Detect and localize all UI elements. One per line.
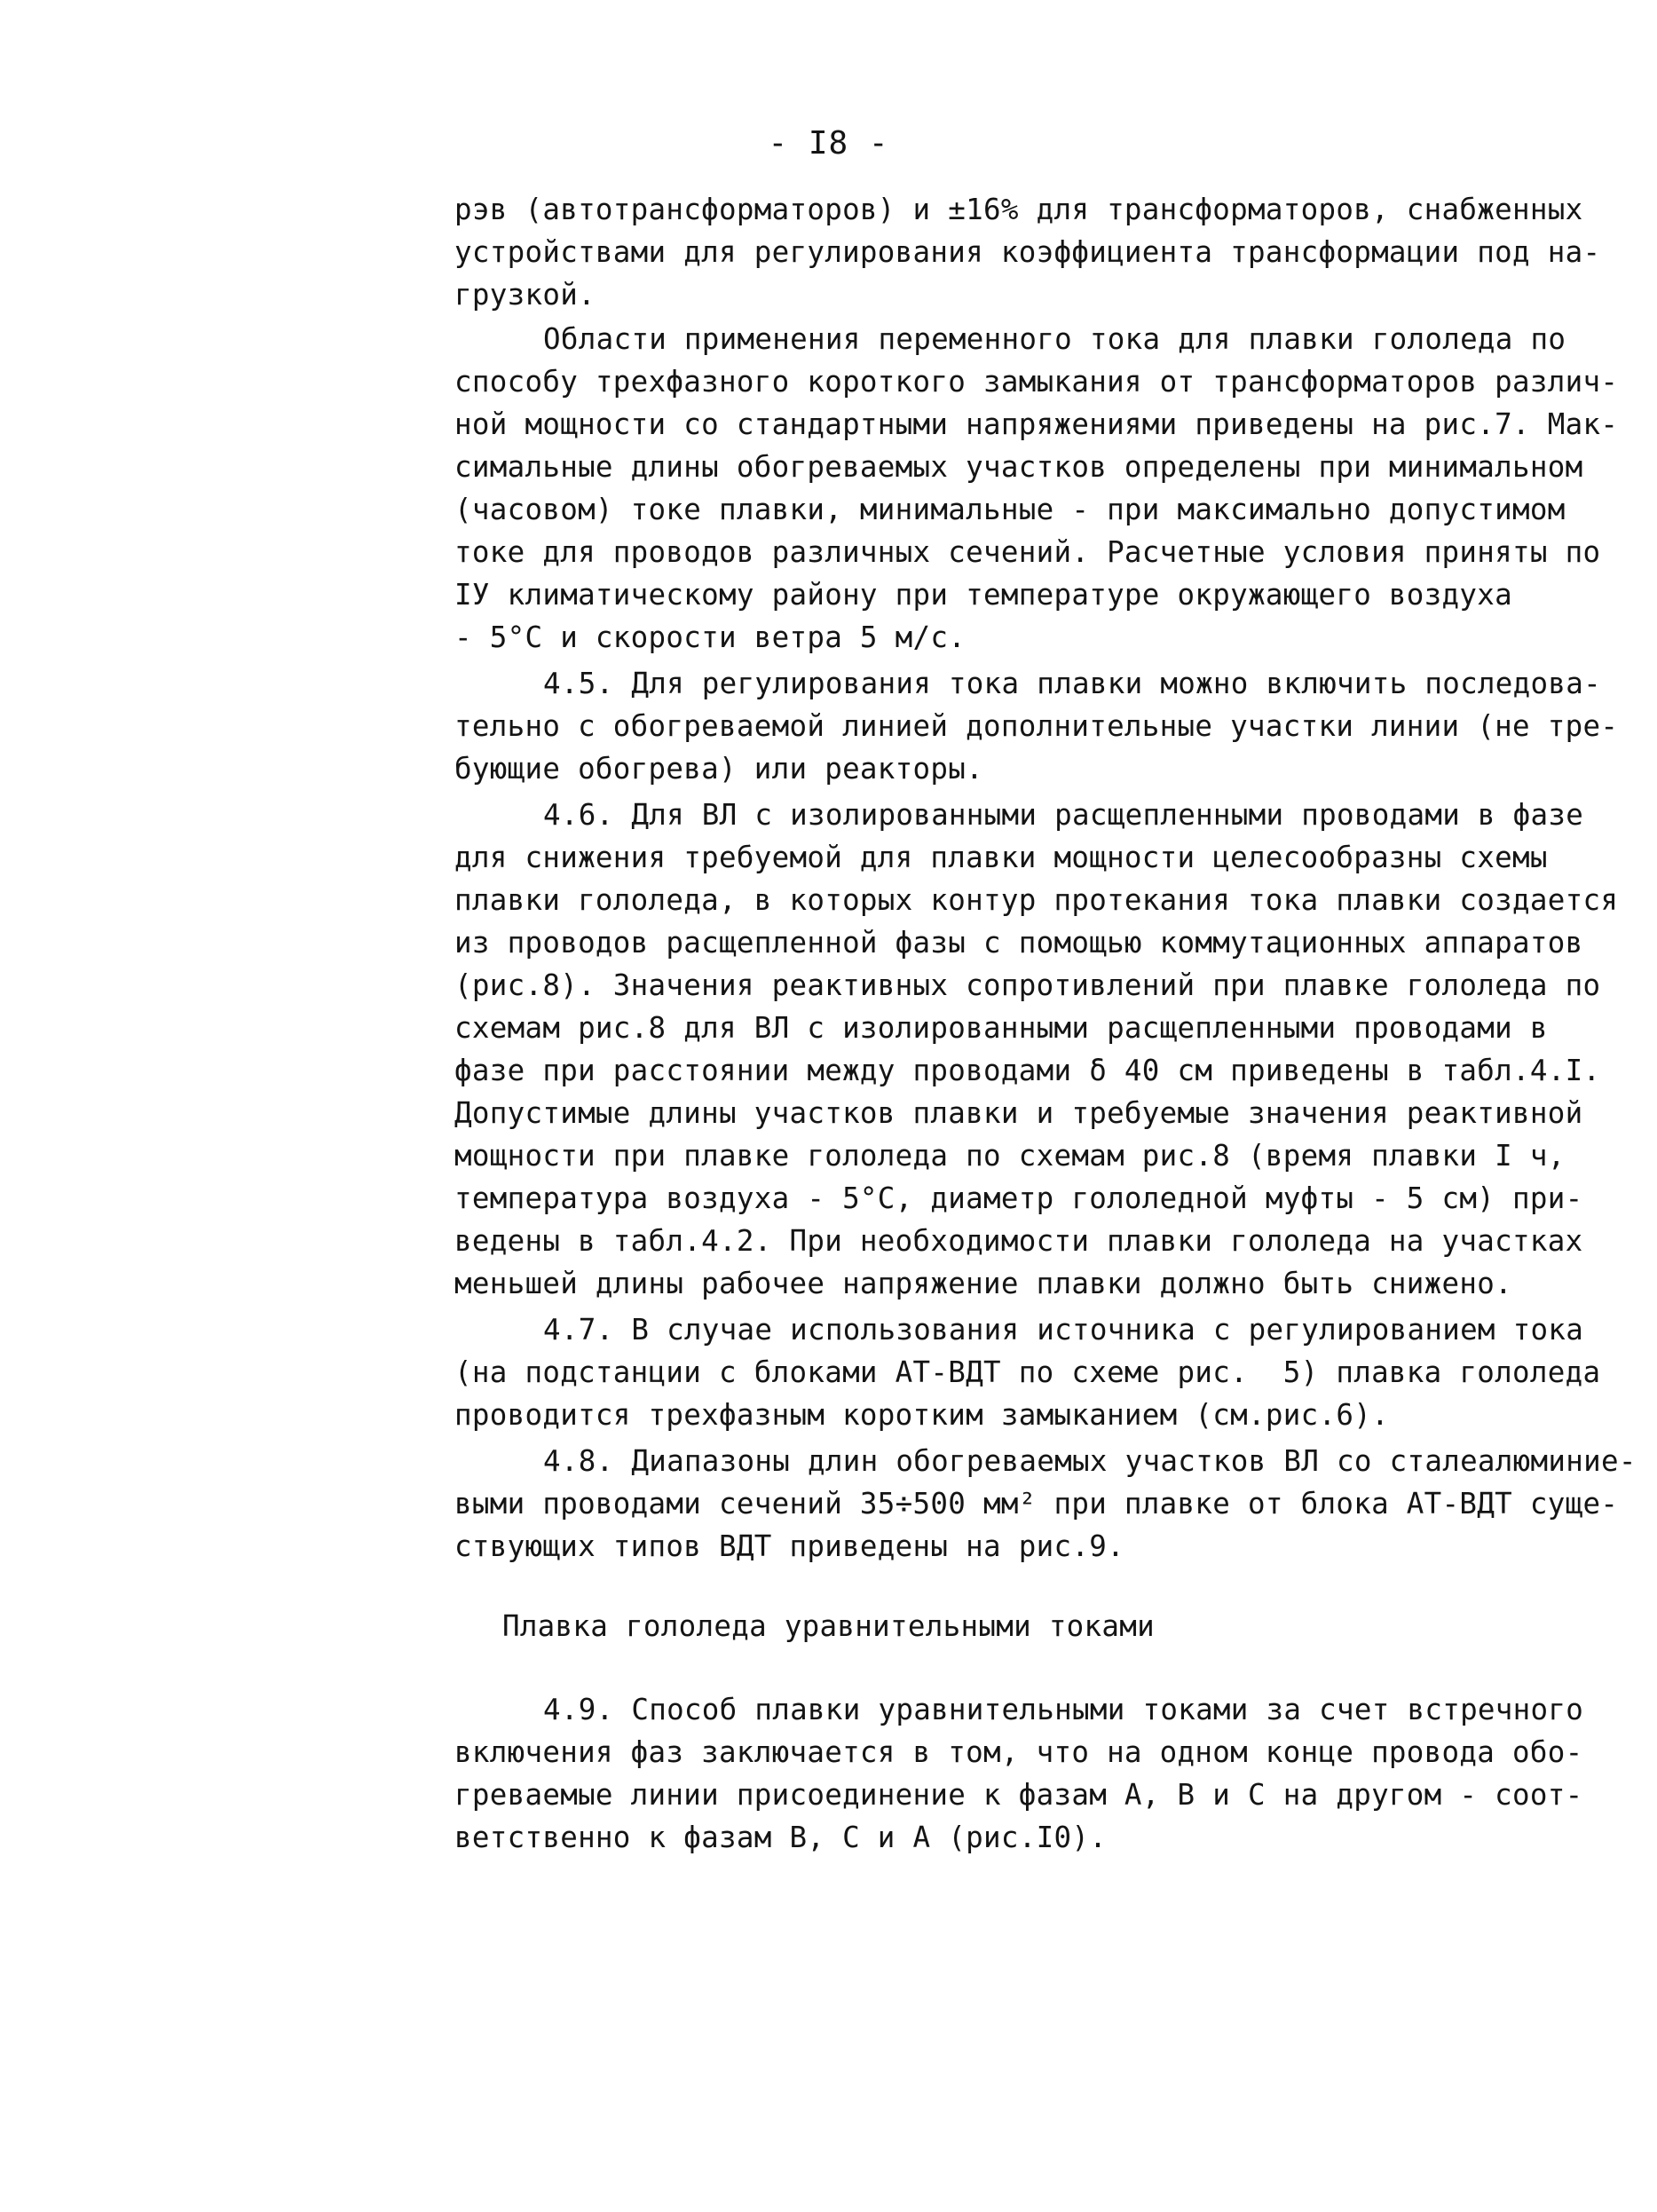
- text-line: ветственно к фазам В, С и А (рис.I0).: [454, 1821, 1108, 1854]
- text-line: включения фаз заключается в том, что на одном конце провода обо-: [454, 1735, 1583, 1769]
- page-number: - I8 -: [768, 125, 889, 162]
- text-line: Допустимые длины участков плавки и требуемые значения реактивной: [454, 1096, 1583, 1130]
- text-line: 4.6. Для ВЛ с изолированными расщепленными проводами в фазе: [543, 798, 1584, 832]
- text-line: мощности при плавке гололеда по схемам рис.8 (время плавки I ч,: [454, 1139, 1566, 1173]
- text-line: (рис.8). Значения реактивных сопротивлений при плавке гололеда по: [454, 968, 1601, 1002]
- text-line: ствующих типов ВДТ приведены на рис.9.: [454, 1529, 1124, 1563]
- text-line: - 5°С и скорости ветра 5 м/с.: [454, 620, 967, 654]
- text-line: 4.8. Диапазоны длин обогреваемых участков ВЛ со сталеалюминие-: [543, 1444, 1637, 1478]
- text-line: меньшей длины рабочее напряжение плавки должно быть снижено.: [454, 1267, 1512, 1300]
- text-line: токе для проводов различных сечений. Расчетные условия приняты по: [454, 535, 1601, 569]
- text-line: IУ климатическому району при температуре окружающего воздуха: [454, 578, 1512, 612]
- text-line: 4.7. В случае использования источника с регулированием тока: [543, 1313, 1584, 1347]
- text-line: ной мощности со стандартными напряжениями приведены на рис.7. Мак-: [454, 407, 1619, 441]
- text-line: для снижения требуемой для плавки мощности целесообразны схемы: [454, 841, 1548, 874]
- text-line: Области применения переменного тока для плавки гололеда по: [543, 322, 1566, 356]
- text-line: способу трехфазного короткого замыкания от трансформаторов различ-: [454, 365, 1619, 399]
- text-line: проводится трехфазным коротким замыканием (см.рис.6).: [454, 1398, 1389, 1432]
- text-line: схемам рис.8 для ВЛ с изолированными расщепленными проводами в: [454, 1011, 1548, 1045]
- text-line: тельно с обогреваемой линией дополнительные участки линии (не тре-: [454, 709, 1619, 743]
- text-line: греваемые линии присоединение к фазам А, В и С на другом - соот-: [454, 1778, 1583, 1812]
- text-line: 4.9. Способ плавки уравнительными токами за счет встречного: [543, 1693, 1584, 1726]
- text-line: бующие обогрева) или реакторы.: [454, 752, 983, 786]
- text-line: выми проводами сечений 35÷500 мм² при плавке от блока АТ-ВДТ суще-: [454, 1487, 1619, 1521]
- text-line: температура воздуха - 5°С, диаметр гололедной муфты - 5 см) при-: [454, 1181, 1583, 1215]
- text-line: устройствами для регулирования коэффициента трансформации под на-: [454, 235, 1601, 269]
- text-line: (на подстанции с блоками АТ-ВДТ по схеме рис. 5) плавка гололеда: [454, 1355, 1601, 1389]
- text-line: симальные длины обогреваемых участков определены при минимальном: [454, 450, 1583, 484]
- text-line: ведены в табл.4.2. При необходимости плавки гололеда на участках: [454, 1224, 1583, 1258]
- text-line: 4.5. Для регулирования тока плавки можно включить последова-: [543, 667, 1601, 700]
- text-line: (часовом) токе плавки, минимальные - при максимально допустимом: [454, 493, 1566, 526]
- text-line: плавки гололеда, в которых контур протекания тока плавки создается: [454, 883, 1619, 917]
- text-line: грузкой.: [454, 278, 596, 312]
- section-heading: Плавка гололеда уравнительными токами: [501, 1609, 1156, 1643]
- text-line: из проводов расщепленной фазы с помощью коммутационных аппаратов: [454, 926, 1583, 960]
- text-line: рэв (автотрансформаторов) и ±16% для трансформаторов, снабженных: [454, 193, 1583, 226]
- text-line: фазе при расстоянии между проводами δ 40 см приведены в табл.4.I.: [454, 1054, 1601, 1087]
